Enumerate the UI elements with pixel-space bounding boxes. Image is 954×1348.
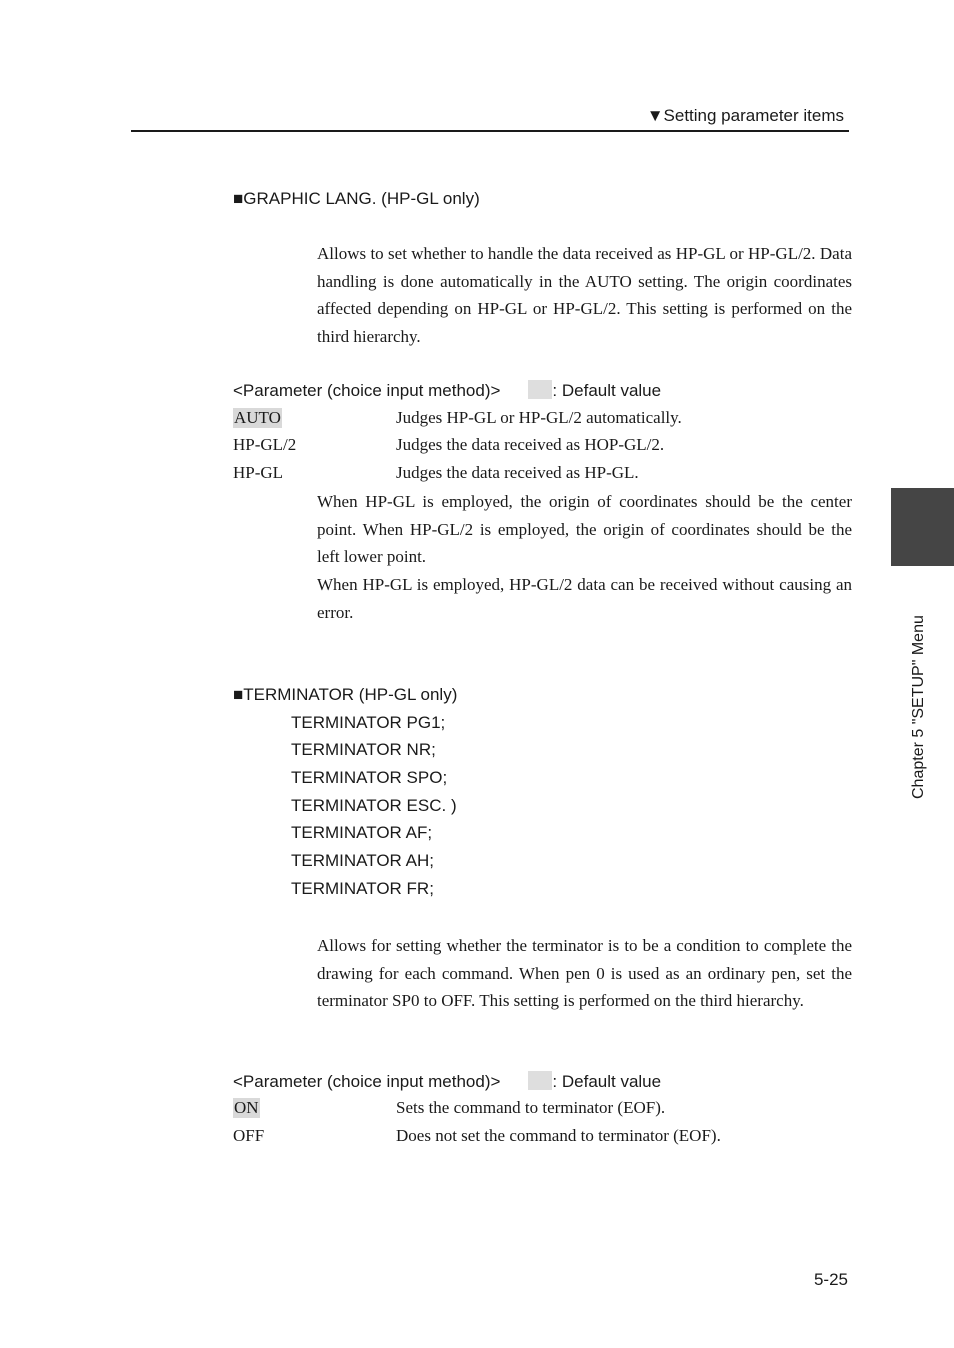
param-header-label: <Parameter (choice input method)> <box>233 381 501 400</box>
option-name-on: ON <box>234 1098 259 1117</box>
option-name-hpgl: HP-GL <box>233 463 284 482</box>
terminator-command: TERMINATOR AF; <box>291 823 433 842</box>
option-name-off: OFF <box>233 1126 265 1145</box>
option-name-auto: AUTO <box>234 408 281 427</box>
running-header: ▼Setting parameter items <box>646 106 844 125</box>
chapter-side-label-text: Chapter 5 "SETUP" Menu <box>910 615 927 799</box>
option-desc-off: Does not set the command to terminator (EOF). <box>396 1126 721 1145</box>
graphic-lang-note-compat: When HP-GL is employed, HP-GL/2 data can be received without causing an error. <box>317 575 852 622</box>
option-desc-auto: Judges HP-GL or HP-GL/2 automatically. <box>396 408 682 427</box>
default-value-legend: : Default value <box>552 381 662 400</box>
terminator-command: TERMINATOR ESC. ) <box>291 796 457 815</box>
default-value-swatch <box>528 380 552 399</box>
terminator-command: TERMINATOR SPO; <box>291 768 448 787</box>
chapter-tab-marker <box>891 488 954 566</box>
header-rule <box>131 130 849 132</box>
param-header-graphic-lang <box>233 380 661 401</box>
terminator-command: TERMINATOR FR; <box>291 879 434 898</box>
default-value-legend: : Default value <box>552 1072 662 1091</box>
option-desc-hpgl: Judges the data received as HP-GL. <box>396 463 639 482</box>
chapter-side-label <box>912 582 936 802</box>
param-header-label: <Parameter (choice input method)> <box>233 1072 501 1091</box>
default-value-swatch <box>528 1071 552 1090</box>
option-desc-on: Sets the command to terminator (EOF). <box>396 1098 666 1117</box>
section-heading-graphic-lang: ■GRAPHIC LANG. (HP-GL only) <box>233 189 480 208</box>
terminator-command: TERMINATOR NR; <box>291 740 436 759</box>
option-name-hpgl2: HP-GL/2 <box>233 435 297 454</box>
option-desc-hpgl2: Judges the data received as HOP-GL/2. <box>396 435 665 454</box>
terminator-command: TERMINATOR AH; <box>291 851 434 870</box>
param-header-terminator <box>233 1071 661 1092</box>
terminator-description: Allows for setting whether the terminator is to be a condition to complete the drawing for each command. When pen 0 is used as an ordinary pen, set the terminator SP0 to OFF. This setting is performed on the third hierarchy. <box>317 936 852 1011</box>
page-number: 5-25 <box>813 1270 848 1289</box>
graphic-lang-note-origin: When HP-GL is employed, the origin of coordinates should be the center point. When HP-GL/2 is employed, the origin of coordinates should be the left lower point. <box>317 492 852 567</box>
terminator-command: TERMINATOR PG1; <box>291 713 446 732</box>
section-heading-terminator: ■TERMINATOR (HP-GL only) <box>233 685 458 704</box>
graphic-lang-description: Allows to set whether to handle the data received as HP-GL or HP-GL/2. Data handling is done automatically in the AUTO setting. The origin coordinates affected depending on HP-GL or HP-GL/2. This setting is performed on the third hierarchy. <box>317 244 852 347</box>
